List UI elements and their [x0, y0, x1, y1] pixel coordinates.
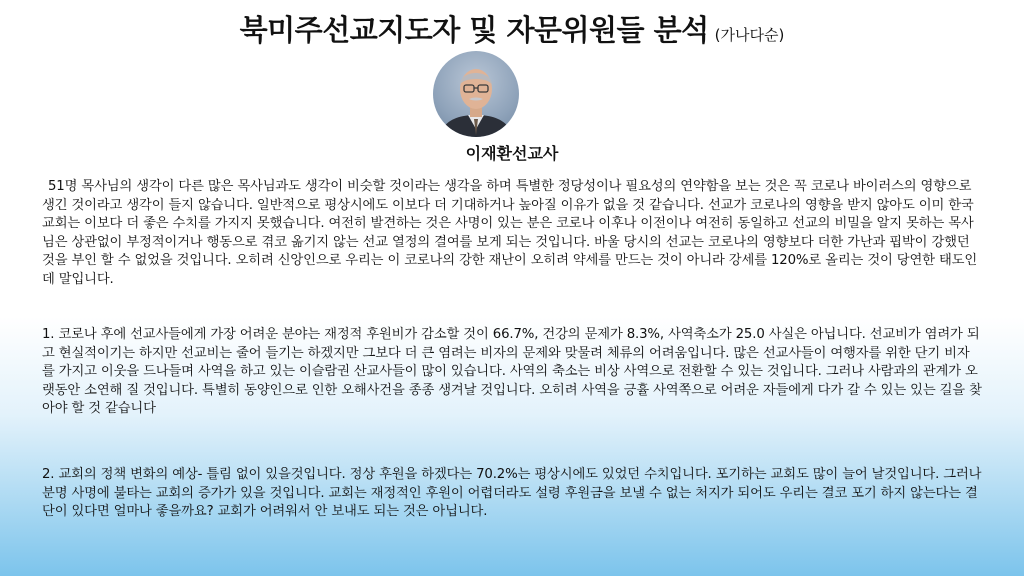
portrait-illustration — [433, 51, 519, 137]
profile-photo — [433, 51, 519, 137]
page-title: 북미주선교지도자 및 자문위원들 분석 — [239, 13, 709, 47]
analysis-point-2: 2. 교회의 정책 변화의 예상- 틀림 없이 있을것입니다. 정상 후원을 하겠다는 70.2%는 평상시에도 있었던 수치입니다. 포기하는 교회도 많이 늘어 날것입니다. 그러나 분명 사명에 불타는 교회의 증가가 있을 것입니다. 교회는 재정적인 후원이 어렵더라도 설령 후원금을 보낼 수 없는 처지가 되어도 우리는 결코 포기 하지 않는다는 결단이 있다면 얼마나 좋을까요? 교회가 어려워서 안 보내도 되는 것은 아닙니다. — [42, 467, 982, 520]
profile-name: 이재환선교사 — [465, 144, 559, 163]
intro-paragraph: 51명 목사님의 생각이 다른 많은 목사님과도 생각이 비슷할 것이라는 생각을 하며 특별한 정당성이나 필요성의 연약함을 보는 것은 꼭 코로나 바이러스의 영향으로 생긴 것이라고 생각이 들지 않습니다. 일반적으로 평상시에도 이보다 더 기대하거나 높아질 이유가 없을 것 같습니다. 선교가 코로나의 영향을 받지 않아도 이미 한국 교회는 이보다 더 좋은 수치를 가지지 못했습니다. 여전히 발견하는 것은 사명이 있는 분은 코로나 이후나 이전이나 여전히 동일하고 선교의 비밀을 알지 못하는 목사님은 상관없이 부정적이거나 행동으로 겪코 옮기지 않는 선교 열정의 결여를 보게 되는 것입니다. 바울 당시의 선교는 코로나의 영향보다 더한 가난과 핍박이 강했던 것을 부인 할 수 없었을 것입니다. 오히려 신앙인으로 우리는 이 코로나의 강한 재난이 오히려 약세를 만드는 것이 아니라 강세를 120%로 올리는 것이 당연한 태도인데 말입니다. — [42, 179, 978, 287]
page-subtitle: (가나다순) — [714, 26, 785, 44]
page-title-row — [0, 8, 1024, 49]
analysis-point-1: 1. 코로나 후에 선교사들에게 가장 어려운 분야는 재정적 후원비가 감소할 것이 66.7%, 건강의 문제가 8.3%, 사역축소가 25.0 사실은 아닙니다. 선교비가 염려가 되고 현실적이기는 하지만 선교비는 줄어 들기는 하겠지만 그보다 더 큰 염려는 비자의 문제와 맞물려 체류의 어려움입니다. 많은 선교사들이 여행자를 위한 단기 비자를 가지고 이웃을 드나들며 사역을 하고 있는 이슬람권 산교사들이 많이 있습니다. 사역의 축소는 비상 사역으로 전환할 수 있는 것입니다. 그러나 사람과의 관계가 오랫동안 소연해 질 것입니다. 특별히 동양인으로 인한 오해사건을 종종 생겨날 것입니다. 오히려 사역을 긍휼 사역쪽으로 어려운 자들에게 다가 갈 수 있는 있는 길을 찾아야 할 것 같습니다 — [42, 327, 982, 417]
